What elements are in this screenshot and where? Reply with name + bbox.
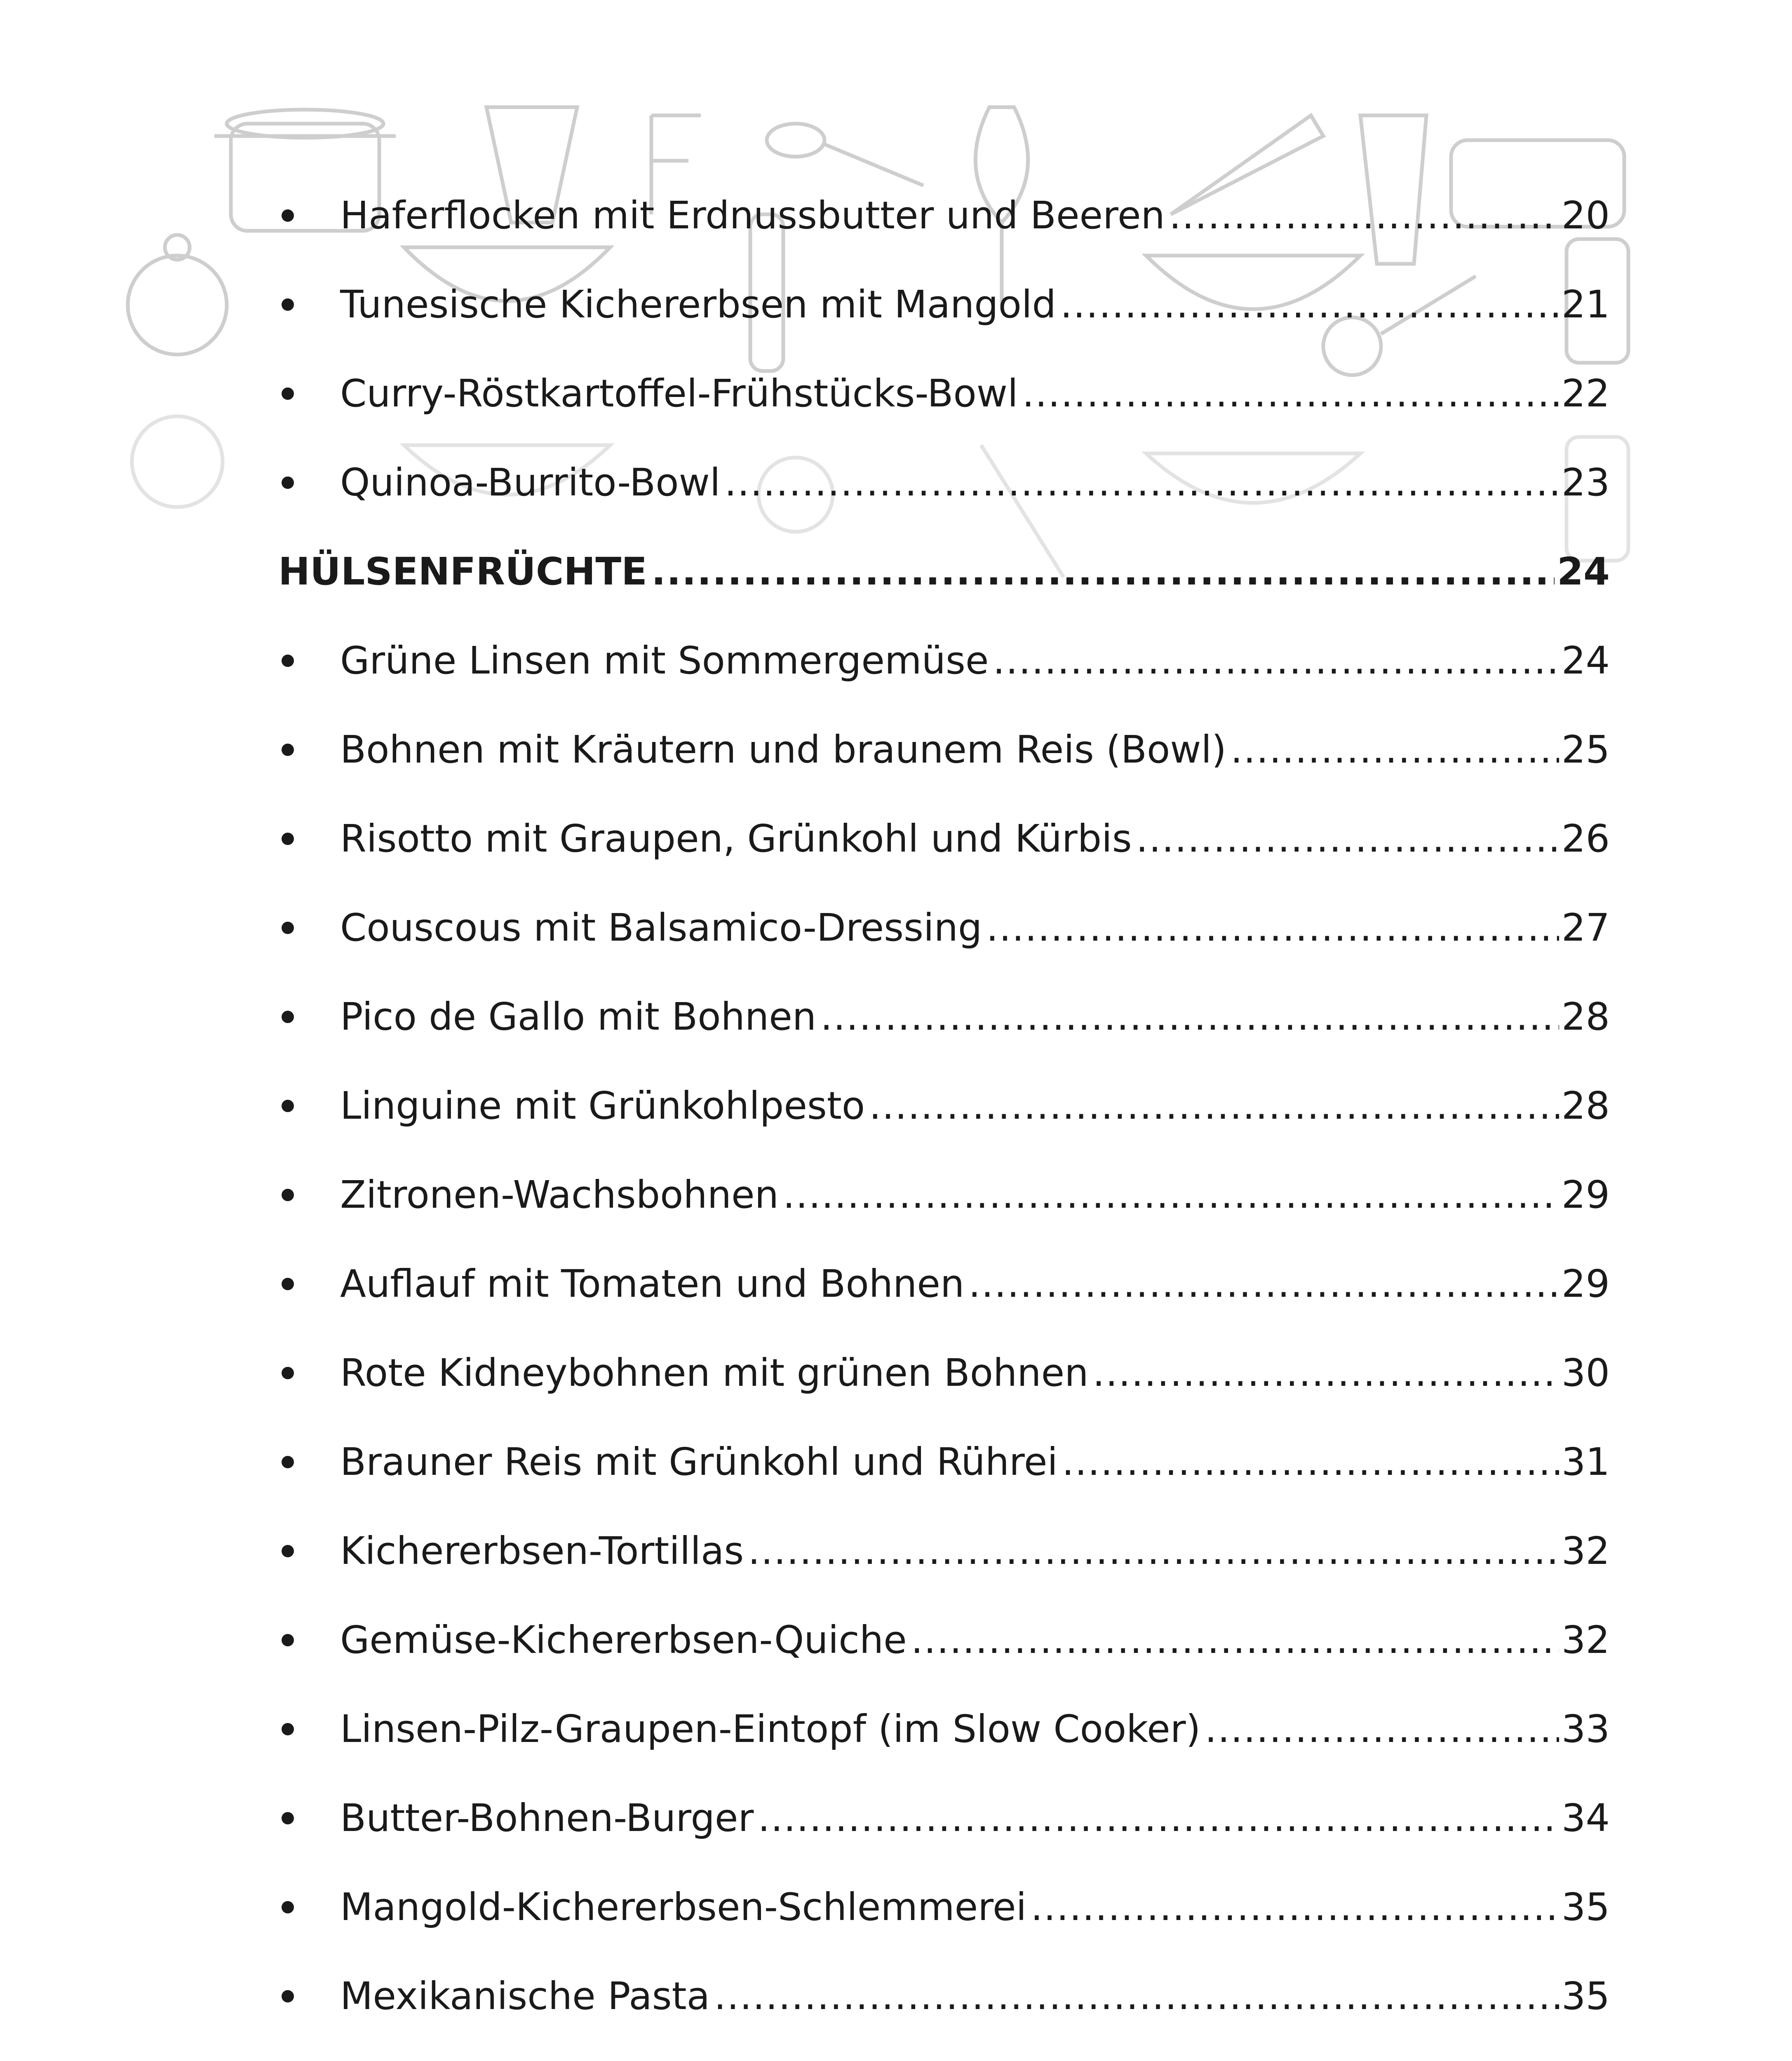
toc-entry-title: Quinoa-Burrito-Bowl xyxy=(340,460,721,505)
toc-entry-title: Gemüse-Kichererbsen-Quiche xyxy=(340,1618,907,1662)
toc-entry-title: Auflauf mit Tomaten und Bohnen xyxy=(340,1262,965,1306)
toc-page-number: 29 xyxy=(1561,1262,1610,1306)
toc-page-number: 25 xyxy=(1561,728,1610,772)
toc-entry-title: HÜLSENFRÜCHTE xyxy=(278,549,647,594)
toc-page-number: 21 xyxy=(1561,282,1610,326)
toc-entry[interactable] xyxy=(278,1239,1610,1329)
dot-leader xyxy=(748,1532,1559,1570)
toc-entry[interactable] xyxy=(278,260,1610,349)
dot-leader xyxy=(986,909,1559,947)
toc-entry-title: Linguine mit Grünkohlpesto xyxy=(340,1084,865,1128)
dot-leader xyxy=(783,1176,1559,1214)
bullet-icon xyxy=(278,833,340,845)
dot-leader xyxy=(869,1087,1559,1125)
toc-entry-title: Curry-Röstkartoffel-Frühstücks-Bowl xyxy=(340,371,1018,415)
toc-entry[interactable] xyxy=(278,883,1610,972)
dot-leader xyxy=(1022,375,1559,413)
dot-leader xyxy=(1060,286,1559,324)
bullet-icon xyxy=(278,1100,340,1112)
toc-entry[interactable] xyxy=(278,1774,1610,1863)
toc-page-number: 31 xyxy=(1561,1440,1610,1484)
toc-entry[interactable] xyxy=(278,1685,1610,1774)
toc-page-number: 34 xyxy=(1561,1796,1610,1840)
bullet-icon xyxy=(278,744,340,756)
toc-entry-title: Bohnen mit Kräutern und braunem Reis (Bowl) xyxy=(340,728,1227,772)
toc-entry[interactable] xyxy=(278,972,1610,1061)
bullet-icon xyxy=(278,1456,340,1468)
toc-page-number: 20 xyxy=(1561,193,1610,237)
toc-entry[interactable] xyxy=(278,705,1610,794)
toc-entry[interactable] xyxy=(278,794,1610,883)
toc-entry[interactable] xyxy=(278,1418,1610,1507)
bullet-icon xyxy=(278,1011,340,1023)
toc-entry-title: Haferflocken mit Erdnussbutter und Beeren xyxy=(340,193,1165,237)
bullet-icon xyxy=(278,922,340,934)
bullet-icon xyxy=(278,1189,340,1201)
dot-leader xyxy=(1231,731,1559,769)
toc-page-number: 24 xyxy=(1561,638,1610,683)
bullet-icon xyxy=(278,387,340,400)
toc-entry[interactable] xyxy=(278,1507,1610,1596)
dot-leader xyxy=(1031,1888,1559,1926)
toc-entry-title: Linsen-Pilz-Graupen-Eintopf (im Slow Cooker) xyxy=(340,1707,1201,1751)
dot-leader xyxy=(714,1977,1559,2015)
toc-entry-title: Butter-Bohnen-Burger xyxy=(340,1796,754,1840)
toc-entry[interactable] xyxy=(278,1952,1610,2041)
toc-page-number: 35 xyxy=(1561,1974,1610,2018)
bullet-icon xyxy=(278,1545,340,1557)
toc-entry-title: Brauner Reis mit Grünkohl und Rührei xyxy=(340,1440,1058,1484)
dot-leader xyxy=(1136,820,1559,858)
toc-page-number: 22 xyxy=(1561,371,1610,415)
dot-leader xyxy=(1205,1710,1559,1748)
bullet-icon xyxy=(278,1901,340,1913)
toc-entry-title: Pico de Gallo mit Bohnen xyxy=(340,995,817,1039)
dot-leader xyxy=(651,553,1555,591)
dot-leader xyxy=(758,1799,1559,1837)
toc-entry[interactable] xyxy=(278,1596,1610,1685)
toc-page-number: 32 xyxy=(1561,1618,1610,1662)
toc-page-number: 30 xyxy=(1561,1351,1610,1395)
toc-entry-title: Tunesische Kichererbsen mit Mangold xyxy=(340,282,1056,326)
toc-entry-title: Risotto mit Graupen, Grünkohl und Kürbis xyxy=(340,817,1132,861)
bullet-icon xyxy=(278,1723,340,1735)
bullet-icon xyxy=(278,477,340,489)
table-of-contents xyxy=(278,171,1610,2061)
toc-entry[interactable] xyxy=(278,349,1610,438)
toc-page-number: 28 xyxy=(1561,1084,1610,1128)
dot-leader xyxy=(820,998,1559,1036)
toc-section-heading[interactable] xyxy=(278,527,1610,616)
toc-page-number: 26 xyxy=(1561,817,1610,861)
dot-leader xyxy=(1169,197,1559,235)
dot-leader xyxy=(968,1265,1559,1303)
toc-entry[interactable] xyxy=(278,2041,1610,2061)
toc-page-number: 33 xyxy=(1561,1707,1610,1751)
bullet-icon xyxy=(278,298,340,311)
toc-page-number: 24 xyxy=(1557,549,1610,594)
bullet-icon xyxy=(278,655,340,667)
toc-entry-title: Rote Kidneybohnen mit grünen Bohnen xyxy=(340,1351,1089,1395)
toc-entry-title: Mangold-Kichererbsen-Schlemmerei xyxy=(340,1885,1027,1929)
bullet-icon xyxy=(278,1812,340,1824)
toc-entry[interactable] xyxy=(278,1863,1610,1952)
bullet-icon xyxy=(278,1990,340,2002)
bullet-icon xyxy=(278,1278,340,1290)
toc-entry-title: Grüne Linsen mit Sommergemüse xyxy=(340,638,989,683)
toc-page-number: 29 xyxy=(1561,1173,1610,1217)
dot-leader xyxy=(993,642,1559,680)
toc-entry-title: Kichererbsen-Tortillas xyxy=(340,1529,744,1573)
toc-page-number: 32 xyxy=(1561,1529,1610,1573)
toc-entry[interactable] xyxy=(278,171,1610,260)
dot-leader xyxy=(724,464,1559,502)
toc-page-number: 28 xyxy=(1561,995,1610,1039)
bullet-icon xyxy=(278,1634,340,1646)
toc-entry-title: Zitronen-Wachsbohnen xyxy=(340,1173,779,1217)
bullet-icon xyxy=(278,1367,340,1379)
toc-entry[interactable] xyxy=(278,616,1610,705)
dot-leader xyxy=(911,1621,1559,1659)
toc-page-number: 23 xyxy=(1561,460,1610,505)
toc-entry-title: Mexikanische Pasta xyxy=(340,1974,710,2018)
toc-entry-title: Couscous mit Balsamico-Dressing xyxy=(340,906,982,950)
toc-page-number: 27 xyxy=(1561,906,1610,950)
dot-leader xyxy=(1062,1443,1559,1481)
dot-leader xyxy=(1093,1354,1559,1392)
toc-entry[interactable] xyxy=(278,1061,1610,1150)
toc-entry[interactable] xyxy=(278,1150,1610,1239)
toc-entry[interactable] xyxy=(278,438,1610,527)
bullet-icon xyxy=(278,209,340,222)
toc-entry[interactable] xyxy=(278,1329,1610,1418)
toc-page-number: 35 xyxy=(1561,1885,1610,1929)
